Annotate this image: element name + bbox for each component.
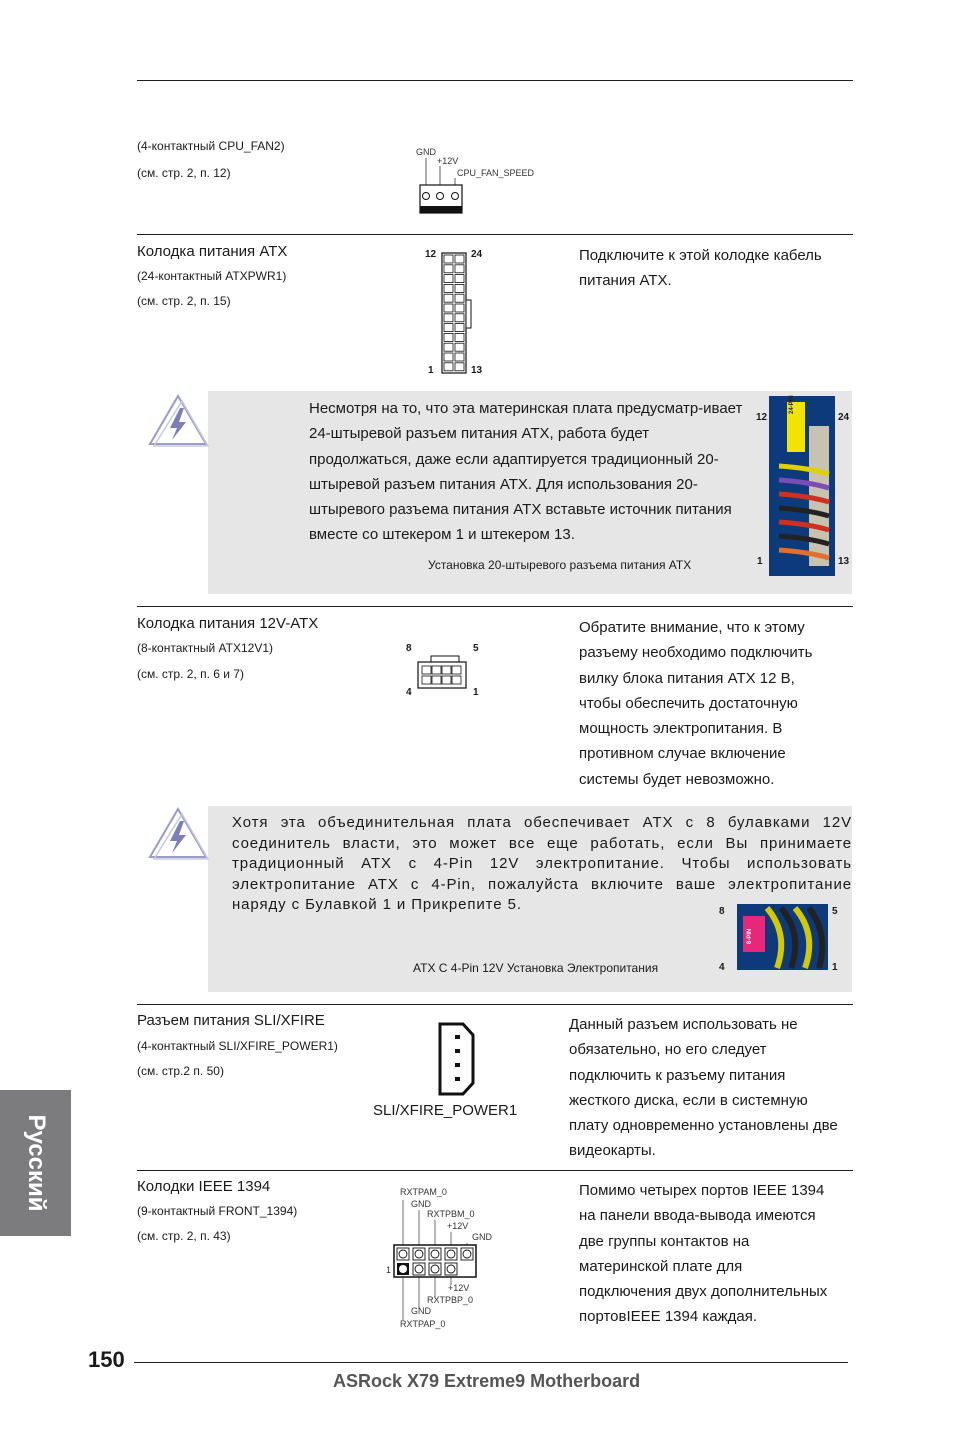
pin-4: 4 [406,687,412,698]
atx24-connector-diagram [420,245,510,380]
pin-12: 12 [425,249,437,260]
pin-gnd-right-label: GND [472,1232,492,1242]
note2-text: Хотя эта объединительная плата обеспечивает ATX с 8 булавками 12V соединитель власти, это может все еще работать, если Вы принимаете традиционный ATX с 4-Pin 12V электропитание. Чтобы использовать электропитание ATX с 4-Pin, пожалуйста включите ваше электропитание наряду с Булавкой 1 и Прикрепите 5. [232,814,852,913]
pin-13: 13 [471,365,483,376]
atx12v-title: Колодка питания 12V-ATX [137,615,319,632]
section-rule [137,1004,853,1005]
pin-rxtpap0-label: RXTPAP_0 [400,1319,446,1329]
pin-12v-label: +12V [437,156,459,166]
sli-desc: Данный разъем использовать не обязательно, но его следует подключить к разъему питания жесткого диска, если в системную плату одновременно установлены две видеокарты. [569,1016,838,1160]
cpu-fan2-ref: (см. стр. 2, п. 12) [137,166,231,180]
footer-product: ASRock X79 Extreme9 Motherboard [333,1371,641,1391]
section-rule [137,1170,853,1171]
atx-power-desc: Подключите к этой колодке кабель питания ATX. [579,247,822,289]
note1-text: Несмотря на то, что эта материнская плата предусматр-ивает 24-штыревой разъем питания ATX, работа будет продолжаться, даже если адаптируется традиционный 20-штыревой разъем питания ATX. Для использования 20-штыревого разъема питания ATX вставьте источник питания вместе со штекером 1 и штекером 13. [309,400,743,544]
pin-1: 1 [473,687,479,698]
pin-8: 8 [406,643,412,654]
pin-gnd-bot-label: GND [411,1306,431,1316]
pin-24: 24 [471,249,483,260]
photo1-pin-1: 1 [757,556,763,567]
note2-caption: ATX С 4-Pin 12V Установка Электропитания [413,961,659,975]
pin-1-label: 1 [386,1265,392,1275]
pin-gnd-top-label: GND [411,1199,431,1209]
atx12v-connector-diagram [400,640,490,705]
sli-connector-diagram [437,1021,477,1097]
language-label: Русский [22,1114,50,1212]
ieee-sub2: (см. стр. 2, п. 43) [137,1229,231,1243]
warning-icon [146,805,210,861]
section-rule [137,234,853,235]
footer-rule [134,1362,848,1363]
photo1-pin-24: 24 [838,412,850,423]
cpu-fan2-diagram [400,140,560,220]
cpu-fan2-pins-label: (4-контактный CPU_FAN2) [137,139,285,153]
pin-5: 5 [473,643,479,654]
top-rule [137,80,853,81]
atx-power-sub1: (24-контактный ATXPWR1) [137,269,287,283]
photo1-pin-13: 13 [838,556,850,567]
ieee-connector-diagram [384,1185,514,1335]
atx12v-desc: Обратите внимание, что к этому разъему необходимо подключить вилку блока питания ATX 12 В, чтобы обеспечить достаточную мощность электропитания. В противном случае включение системы будет невозможно. [579,619,813,788]
section-rule [137,606,853,607]
atx12v-sub2: (см. стр. 2, п. 6 и 7) [137,667,244,681]
warning-icon [146,392,210,448]
page-number: 150 [88,1347,125,1372]
ieee-title: Колодки IEEE 1394 [137,1178,271,1195]
atx24-installation-photo [769,396,835,576]
atx-power-sub2: (см. стр. 2, п. 15) [137,294,231,308]
photo2-pin-8: 8 [719,906,725,917]
pin-speed-label: CPU_FAN_SPEED [457,168,535,178]
photo2-pin-5: 5 [832,906,838,917]
photo2-label: 8-PIN [747,928,753,944]
sli-title: Разъем питания SLI/XFIRE [137,1012,325,1029]
sli-connector-label: SLI/XFIRE_POWER1 [373,1102,518,1119]
atx12v-installation-photo [737,904,828,970]
note1-caption: Установка 20-штыревого разъема питания ATX [428,558,692,572]
ieee-desc: Помимо четырех портов IEEE 1394 на панели ввода-вывода имеются две группы контактов на материнской плате для подключения двух дополнительных портовIEEE 1394 каждая. [579,1182,828,1326]
pin-1: 1 [428,365,434,376]
pin-12v-bot-label: +12V [448,1283,470,1293]
photo1-label: 24-PIN [789,395,795,414]
photo2-pin-4: 4 [719,962,725,973]
pin-rxtpbm0-label: RXTPBM_0 [427,1209,475,1219]
pin-rxtpam0-label: RXTPAM_0 [400,1187,447,1197]
pin-12v-top-label: +12V [447,1221,469,1231]
ieee-sub1: (9-контактный FRONT_1394) [137,1204,298,1218]
pin-gnd-label: GND [416,147,436,157]
pin-rxtpbp0-label: RXTPBP_0 [427,1295,474,1305]
photo2-pin-1: 1 [832,962,838,973]
atx-power-title: Колодка питания ATX [137,243,288,260]
atx12v-sub1: (8-контактный ATX12V1) [137,641,274,655]
sli-sub2: (см. стр.2 п. 50) [137,1064,224,1078]
photo1-pin-12: 12 [756,412,768,423]
language-side-tab [0,1090,71,1236]
sli-sub1: (4-контактный SLI/XFIRE_POWER1) [137,1039,338,1053]
